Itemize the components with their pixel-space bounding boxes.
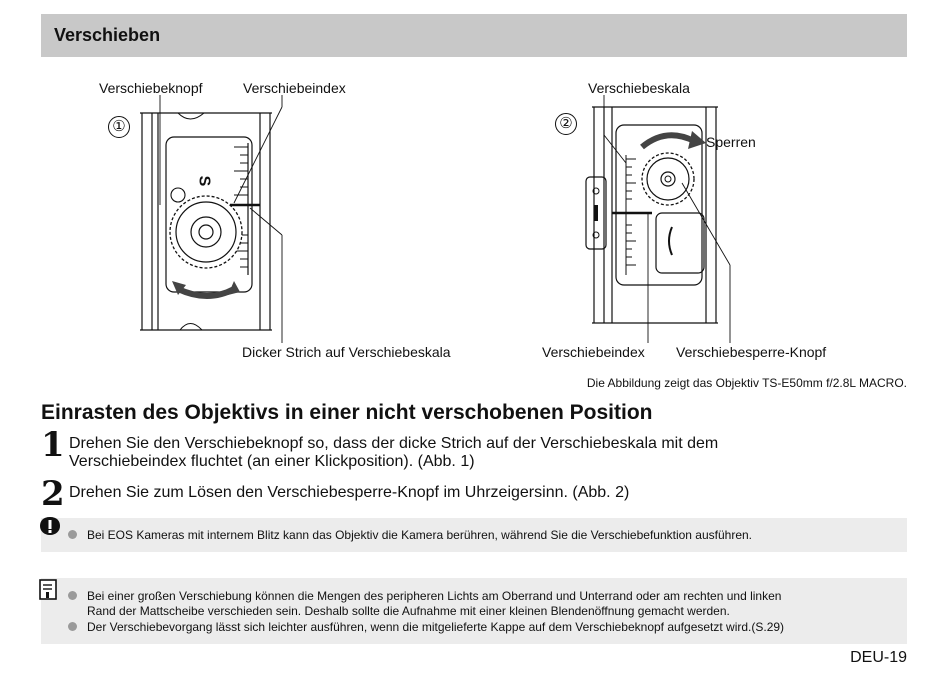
page-number: DEU-19 (850, 649, 907, 666)
note-item-1: Bei einer großen Verschiebung können die Mengen des peripheren Lichts am Oberrand und Unterrand oder am rechten und linken (68, 589, 781, 603)
step-2-text: Drehen Sie zum Lösen den Verschiebesperre-Knopf im Uhrzeigersinn. (Abb. 2) (69, 484, 630, 501)
figure-2-illustration (582, 95, 752, 345)
step-1-number: 1 (41, 425, 65, 465)
figure-1-illustration (130, 95, 300, 345)
section-header (41, 14, 907, 57)
figure-1-number: ① (108, 116, 130, 138)
section-title: Verschieben (54, 25, 161, 45)
bullet-icon (68, 530, 77, 539)
step-1-text: Drehen Sie den Verschiebeknopf so, dass der dicke Strich auf der Verschiebeskala mit dem Verschiebeindex fluchtet (an einer Klickposition). (Abb. 1) (69, 435, 719, 470)
figure-2-number: ② (555, 113, 577, 135)
scale-mark-s: S (195, 175, 213, 187)
label-shift-index-2: Verschiebeindex (542, 344, 645, 360)
bullet-icon (68, 622, 77, 631)
step-2-number: 2 (41, 474, 65, 514)
bullet-icon (68, 591, 77, 600)
step-1 (41, 425, 907, 478)
label-lock-knob: Verschiebesperre-Knopf (676, 344, 827, 360)
label-lock: Sperren (706, 134, 756, 150)
note-item-1-continued: Rand der Mattscheibe verschieden sein. Deshalb sollte die Aufnahme mit einer kleinen Blendenöffnung gemacht werden. (87, 604, 730, 618)
figure-caption: Die Abbildung zeigt das Objektiv TS-E50mm f/2.8L MACRO. (586, 376, 907, 390)
subheading: Einrasten des Objektivs in einer nicht verschobenen Position (41, 401, 653, 424)
label-thick-line: Dicker Strich auf Verschiebeskala (242, 344, 451, 360)
label-shift-index: Verschiebeindex (243, 80, 346, 96)
caution-item: Bei EOS Kameras mit internem Blitz kann das Objektiv die Kamera berühren, während Sie die Verschiebefunktion ausführen. (68, 528, 752, 542)
notes-box (41, 578, 907, 644)
caution-icon (39, 516, 61, 538)
memo-icon (39, 579, 59, 601)
note-item-2: Der Verschiebevorgang lässt sich leichter ausführen, wenn die mitgelieferte Kappe auf dem Verschiebeknopf aufgesetzt wird.(S.29) (68, 620, 784, 634)
label-shift-scale: Verschiebeskala (588, 80, 690, 96)
caution-box (41, 518, 907, 552)
step-2 (41, 474, 907, 514)
label-shift-knob: Verschiebeknopf (99, 80, 203, 96)
